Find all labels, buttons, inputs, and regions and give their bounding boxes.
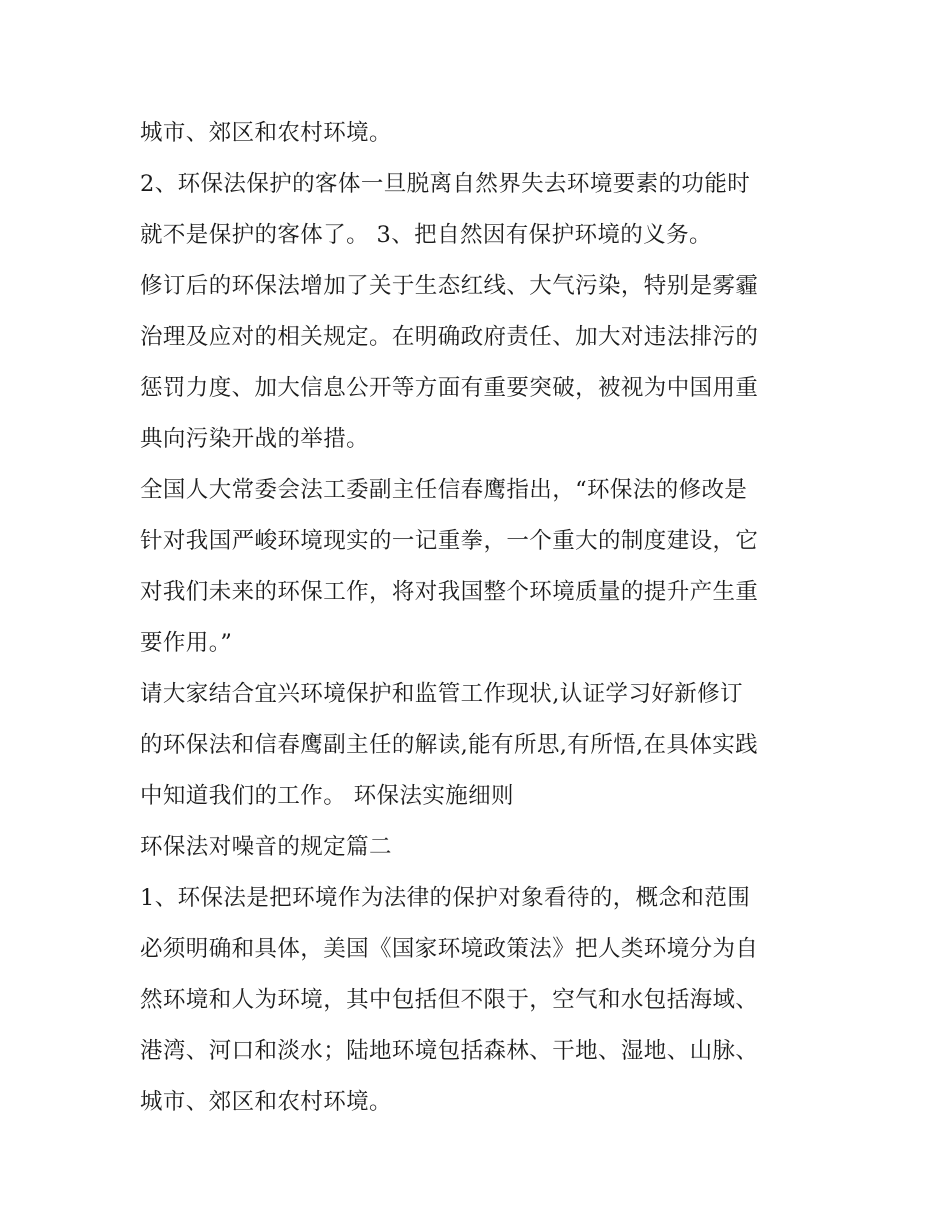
- text-line: 对我们未来的环保工作，将对我国整个环境质量的提升产生重: [140, 579, 759, 605]
- text-line: 惩罚力度、加大信息公开等方面有重要突破，被视为中国用重: [140, 375, 759, 401]
- text-line: 城市、郊区和农村环境。: [140, 1089, 392, 1115]
- text-line: 然环境和人为环境，其中包括但不限于，空气和水包括海域、: [140, 987, 759, 1013]
- text-line: 1、环保法是把环境作为法律的保护对象看待的，概念和范围: [140, 885, 751, 911]
- document-body: [140, 108, 820, 1128]
- text-line: 治理及应对的相关规定。在明确政府责任、加大对违法排污的: [140, 324, 759, 350]
- text-line: 典向污染开战的举措。: [140, 426, 370, 452]
- text-line: 城市、郊区和农村环境。: [140, 120, 392, 146]
- text-line: 必须明确和具体，美国《国家环境政策法》把人类环境分为自: [140, 936, 759, 962]
- text-line: 中知道我们的工作。 环保法实施细则: [140, 783, 514, 809]
- text-line: 的环保法和信春鹰副主任的解读,能有所思,有所悟,在具体实践: [140, 732, 759, 758]
- text-line: 修订后的环保法增加了关于生态红线、大气污染，特别是雾霾: [140, 273, 759, 299]
- text-line: 要作用。”: [140, 630, 233, 656]
- text-line: 2、环保法保护的客体一旦脱离自然界失去环境要素的功能时: [140, 171, 751, 197]
- text-line: 港湾、河口和淡水；陆地环境包括森林、干地、湿地、山脉、: [140, 1038, 759, 1064]
- text-line: 全国人大常委会法工委副主任信春鹰指出，“环保法的修改是: [140, 477, 748, 503]
- section-heading: 环保法对噪音的规定篇二: [140, 834, 392, 860]
- text-line: 就不是保护的客体了。 3、把自然因有保护环境的义务。: [140, 222, 712, 248]
- text-line: 针对我国严峻环境现实的一记重拳，一个重大的制度建设，它: [140, 528, 759, 554]
- text-line: 请大家结合宜兴环境保护和监管工作现状,认证学习好新修订: [140, 681, 743, 707]
